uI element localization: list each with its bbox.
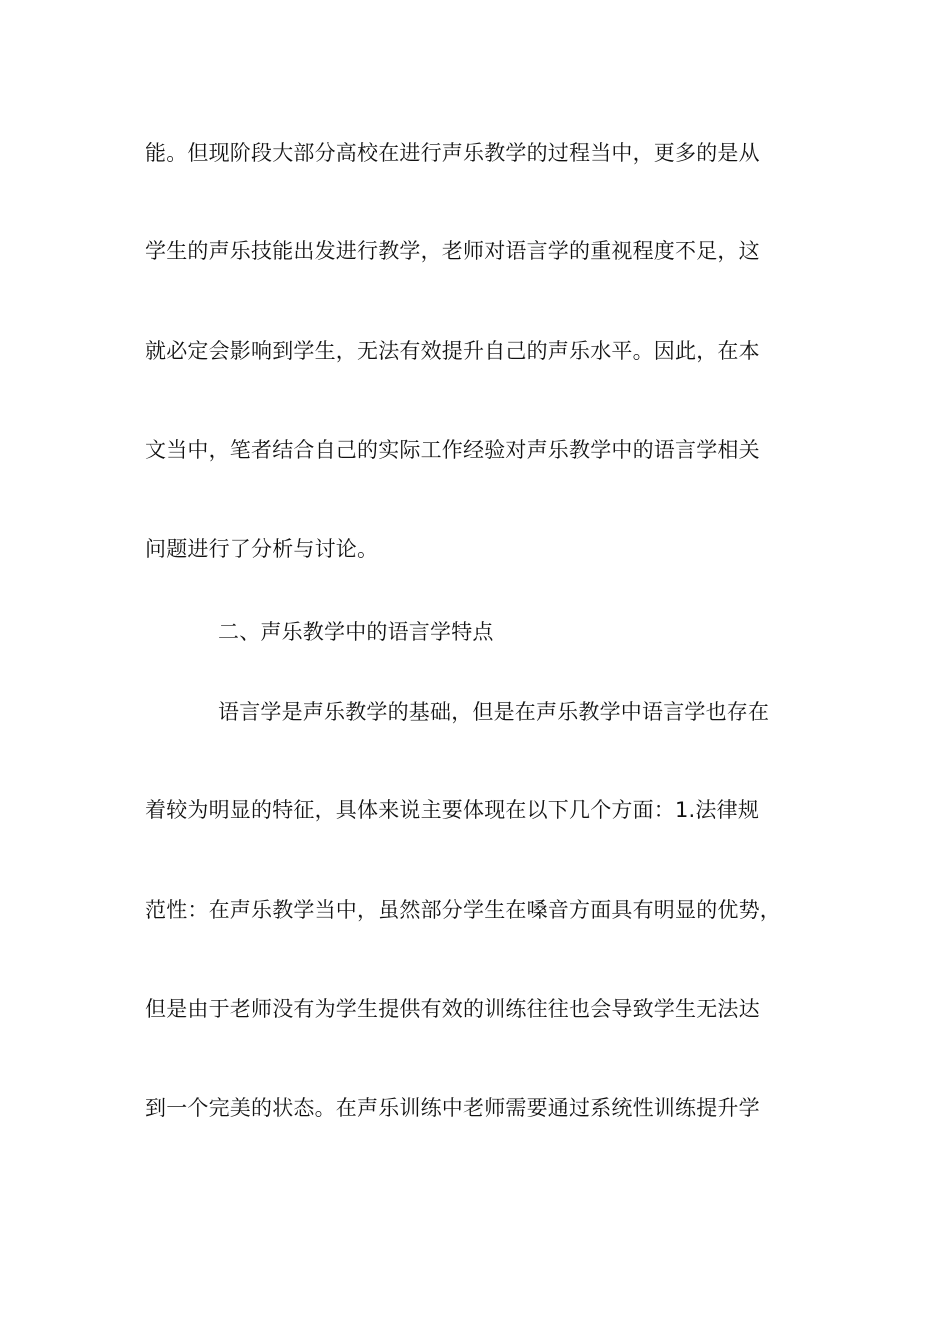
section-heading: 二、声乐教学中的语言学特点 — [218, 620, 494, 644]
body-text-line: 着较为明显的特征，具体来说主要体现在以下几个方面：1.法律规 — [145, 798, 760, 822]
body-text-line: 到一个完美的状态。在声乐训练中老师需要通过系统性训练提升学 — [145, 1096, 760, 1120]
body-text-line: 范性：在声乐教学当中，虽然部分学生在嗓音方面具有明显的优势， — [145, 898, 781, 922]
body-text-line: 就必定会影响到学生，无法有效提升自己的声乐水平。因此，在本 — [145, 339, 760, 363]
body-text-line: 文当中，笔者结合自己的实际工作经验对声乐教学中的语言学相关 — [145, 438, 760, 462]
body-text-line: 学生的声乐技能出发进行教学，老师对语言学的重视程度不足，这 — [145, 239, 760, 263]
body-text-line: 问题进行了分析与讨论。 — [145, 537, 379, 561]
body-text-line: 能。但现阶段大部分高校在进行声乐教学的过程当中，更多的是从 — [145, 141, 760, 165]
body-text-line: 但是由于老师没有为学生提供有效的训练往往也会导致学生无法达 — [145, 997, 760, 1021]
body-text-line: 语言学是声乐教学的基础，但是在声乐教学中语言学也存在 — [218, 700, 770, 724]
